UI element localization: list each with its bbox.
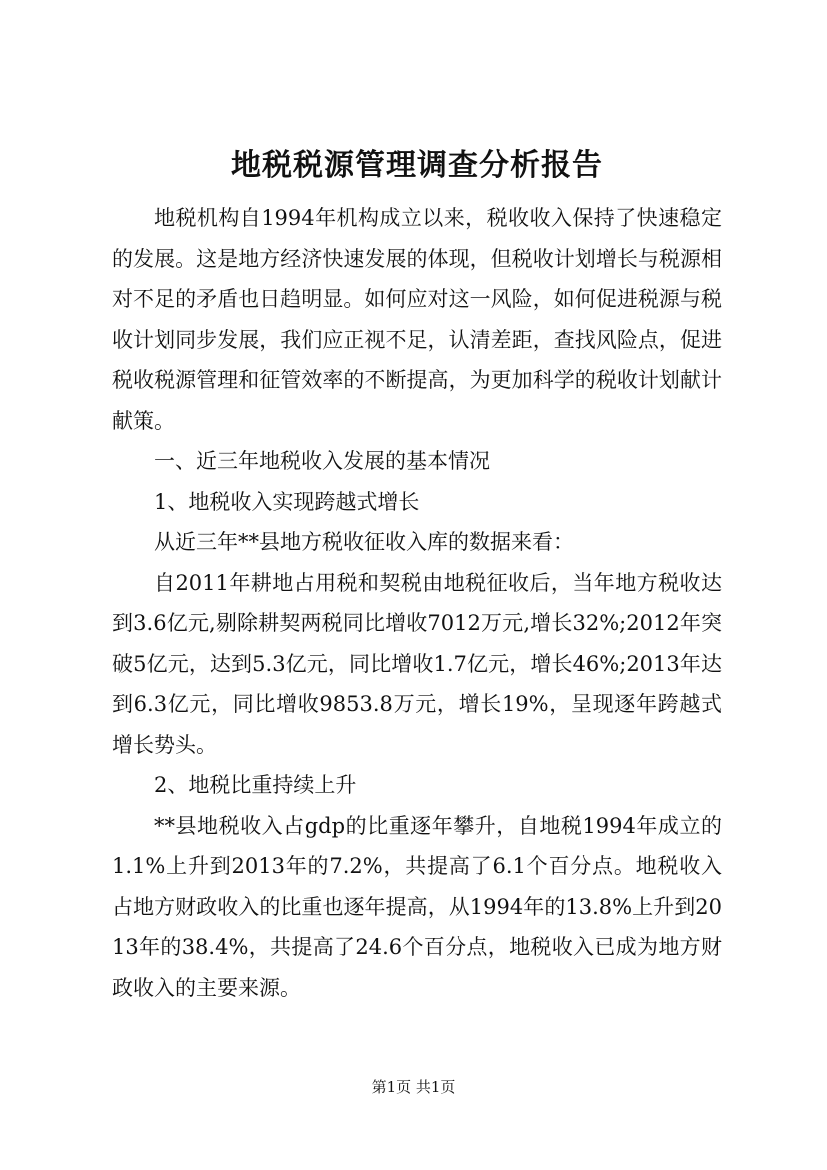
revenue-growth-paragraph: 自2011年耕地占用税和契税由地税征收后，当年地方税收达到3.6亿元,剔除耕契两税同比增收7012万元,增长32%;2012年突破5亿元，达到5.3亿元，同比增收1.7亿元，增长46%;2013年达到6.3亿元，同比增收9853.8万元，增长19%，呈现逐年跨越式增长势头。 <box>112 570 722 757</box>
subsection-heading-1: 1、地税收入实现跨越式增长 <box>154 489 420 514</box>
tax-share-paragraph: **县地税收入占gdp的比重逐年攀升，自地税1994年成立的1.1%上升到2013年的7.2%，共提高了6.1个百分点。地税收入占地方财政收入的比重也逐年提高，从1994年的13.8%上升到2013年的38.4%，共提高了24.6个百分点，地税收入已成为地方财政收入的主要来源。 <box>112 813 722 1000</box>
document-page <box>112 140 722 1008</box>
section-heading-1: 一、近三年地税收入发展的基本情况 <box>154 449 490 473</box>
subsection-heading-2: 2、地税比重持续上升 <box>154 773 357 797</box>
data-intro-paragraph: 从近三年**县地方税收征收入库的数据来看： <box>154 530 574 554</box>
document-title: 地税税源管理调查分析报告 <box>231 148 603 183</box>
page-footer: 第1页 共1页 <box>371 1078 456 1096</box>
intro-paragraph: 地税机构自1994年机构成立以来，税收收入保持了快速稳定的发展。这是地方经济快速发展的体现，但税收计划增长与税源相对不足的矛盾也日趋明显。如何应对这一风险，如何促进税源与税收计划同步发展，我们应正视不足，认清差距，查找风险点，促进税收税源管理和征管效率的不断提高，为更加科学的税收计划献计献策。 <box>112 206 722 433</box>
